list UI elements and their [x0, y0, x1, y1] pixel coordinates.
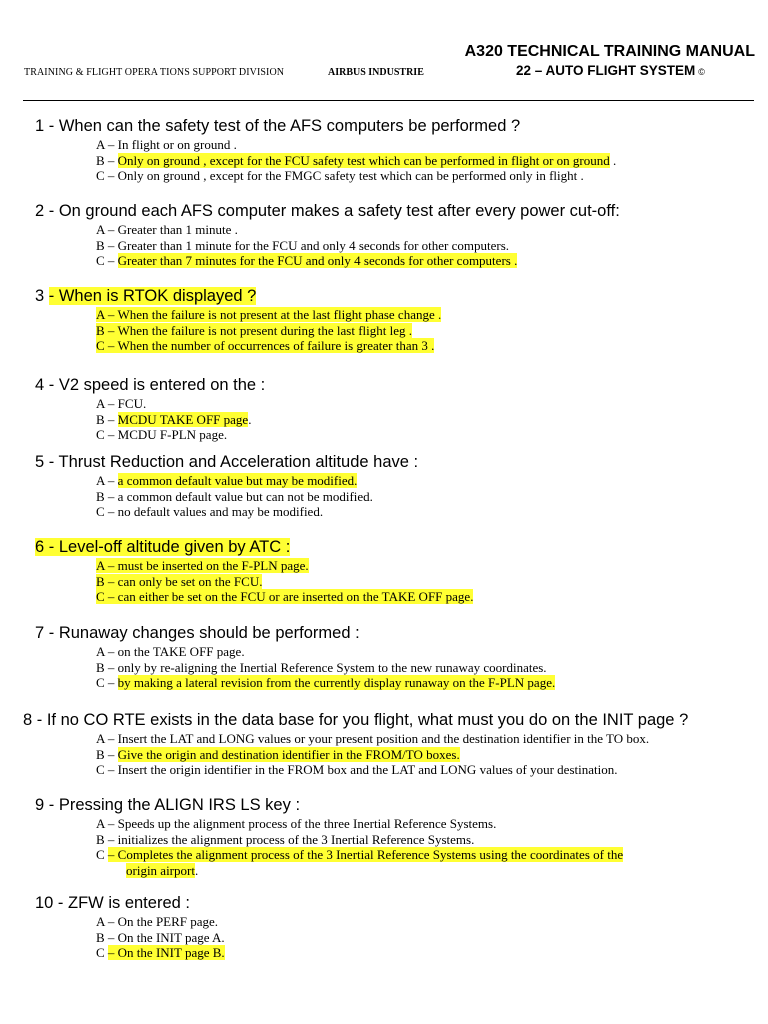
highlighted-answer: Give the origin and destination identifier in the FROM/TO boxes. [117, 746, 460, 762]
option-4a: A – FCU. [96, 396, 147, 411]
option-1b: B – Only on ground , except for the FCU safety test which can be performed in flight or on ground . [96, 152, 617, 168]
chapter-title: 22 – AUTO FLIGHT SYSTEM [516, 63, 696, 78]
option-6b: B – can only be set on the FCU. [96, 573, 263, 589]
option-5c: C – no default values and may be modified. [96, 504, 324, 519]
question-7-text: 7 - Runaway changes should be performed : [35, 624, 360, 642]
copyright-symbol: © [698, 67, 705, 77]
question-2-options [96, 222, 756, 269]
question-5-text: 5 - Thrust Reduction and Acceleration altitude have : [35, 453, 419, 471]
question-1-text: 1 - When can the safety test of the AFS computers be performed ? [35, 117, 521, 135]
option-8b: B – Give the origin and destination identifier in the FROM/TO boxes. [96, 746, 460, 762]
highlighted-answer: by making a lateral revision from the currently display runaway on the F-PLN page. [117, 675, 556, 690]
question-7-options [96, 644, 756, 691]
manual-title: A320 TECHNICAL TRAINING MANUAL [464, 43, 755, 60]
question-1-options [96, 137, 756, 184]
question-6-options [96, 558, 756, 605]
option-6a: A – must be inserted on the F-PLN page. [96, 558, 309, 573]
option-9a: A – Speeds up the alignment process of the three Inertial Reference Systems. [96, 816, 497, 831]
option-1c: C – Only on ground , except for the FMGC safety test which can be performed only in flight . [96, 168, 584, 183]
option-10a: A – On the PERF page. [96, 914, 219, 929]
highlighted-answer: Greater than 7 minutes for the FCU and only 4 seconds for other computers . [117, 253, 518, 268]
highlighted-answer: – On the INIT page B. [107, 945, 225, 960]
option-9c-continuation: origin airport. [126, 862, 199, 878]
option-3c: C – When the number of occurrences of failure is greater than 3 . [96, 338, 435, 353]
option-7c: C – by making a lateral revision from the currently display runaway on the F-PLN page. [96, 675, 556, 690]
option-5a: A – a common default value but may be modified. [96, 473, 358, 488]
question-4-options [96, 396, 756, 443]
option-9c: C – Completes the alignment process of the 3 Inertial Reference Systems using the coordinates of the [96, 847, 624, 862]
highlighted-answer: a common default value but may be modified. [117, 473, 358, 488]
option-4c: C – MCDU F-PLN page. [96, 427, 228, 442]
chapter-label [516, 63, 705, 78]
option-2b: B – Greater than 1 minute for the FCU and only 4 seconds for other computers. [96, 237, 510, 253]
option-10b: B – On the INIT page A. [96, 929, 225, 945]
option-7b: B – only by re-aligning the Inertial Reference System to the new runaway coordinates. [96, 659, 547, 675]
question-8-options [96, 731, 756, 778]
option-3a: A – When the failure is not present at the last flight phase change . [96, 307, 442, 322]
highlighted-answer: MCDU TAKE OFF page [117, 411, 249, 427]
question-9-text: 9 - Pressing the ALIGN IRS LS key : [35, 796, 301, 814]
question-3-text: 3 - When is RTOK displayed ? [35, 287, 257, 305]
question-9-options [96, 816, 756, 878]
question-3-options [96, 307, 756, 354]
option-9b: B – initializes the alignment process of the 3 Inertial Reference Systems. [96, 831, 475, 847]
option-5b: B – a common default value but can not be modified. [96, 488, 373, 504]
question-10-options [96, 914, 756, 961]
option-1a: A – In flight or on ground . [96, 137, 237, 152]
division-label: TRAINING & FLIGHT OPERA TIONS SUPPORT DIVISION [24, 67, 285, 78]
option-8a: A – Insert the LAT and LONG values or your present position and the destination identifier in the TO box. [96, 731, 650, 746]
option-3b: B – When the failure is not present during the last flight leg . [96, 322, 413, 338]
question-8-text: 8 - If no CO RTE exists in the data base for you flight, what must you do on the INIT page ? [23, 711, 689, 729]
highlighted-answer: Only on ground , except for the FCU safety test which can be performed in flight or on ground [117, 152, 610, 168]
question-4-text: 4 - V2 speed is entered on the : [35, 376, 266, 394]
option-7a: A – on the TAKE OFF page. [96, 644, 245, 659]
option-2c: C – Greater than 7 minutes for the FCU and only 4 seconds for other computers . [96, 253, 518, 268]
highlighted-answer: – Completes the alignment process of the 3 Inertial Reference Systems using the coordinates of the [107, 847, 624, 862]
option-10c: C – On the INIT page B. [96, 945, 225, 960]
option-6c: C – can either be set on the FCU or are inserted on the TAKE OFF page. [96, 589, 474, 604]
option-2a: A – Greater than 1 minute . [96, 222, 238, 237]
option-4b: B – MCDU TAKE OFF page. [96, 411, 252, 427]
company-label: AIRBUS INDUSTRIE [328, 67, 424, 78]
question-5-options [96, 473, 756, 520]
question-6-text: 6 - Level-off altitude given by ATC : [35, 538, 291, 556]
header-divider [23, 100, 754, 101]
option-8c: C – Insert the origin identifier in the FROM box and the LAT and LONG values of your destination. [96, 762, 618, 777]
question-10-text: 10 - ZFW is entered : [35, 894, 190, 912]
question-2-text: 2 - On ground each AFS computer makes a safety test after every power cut-off: [35, 202, 620, 220]
